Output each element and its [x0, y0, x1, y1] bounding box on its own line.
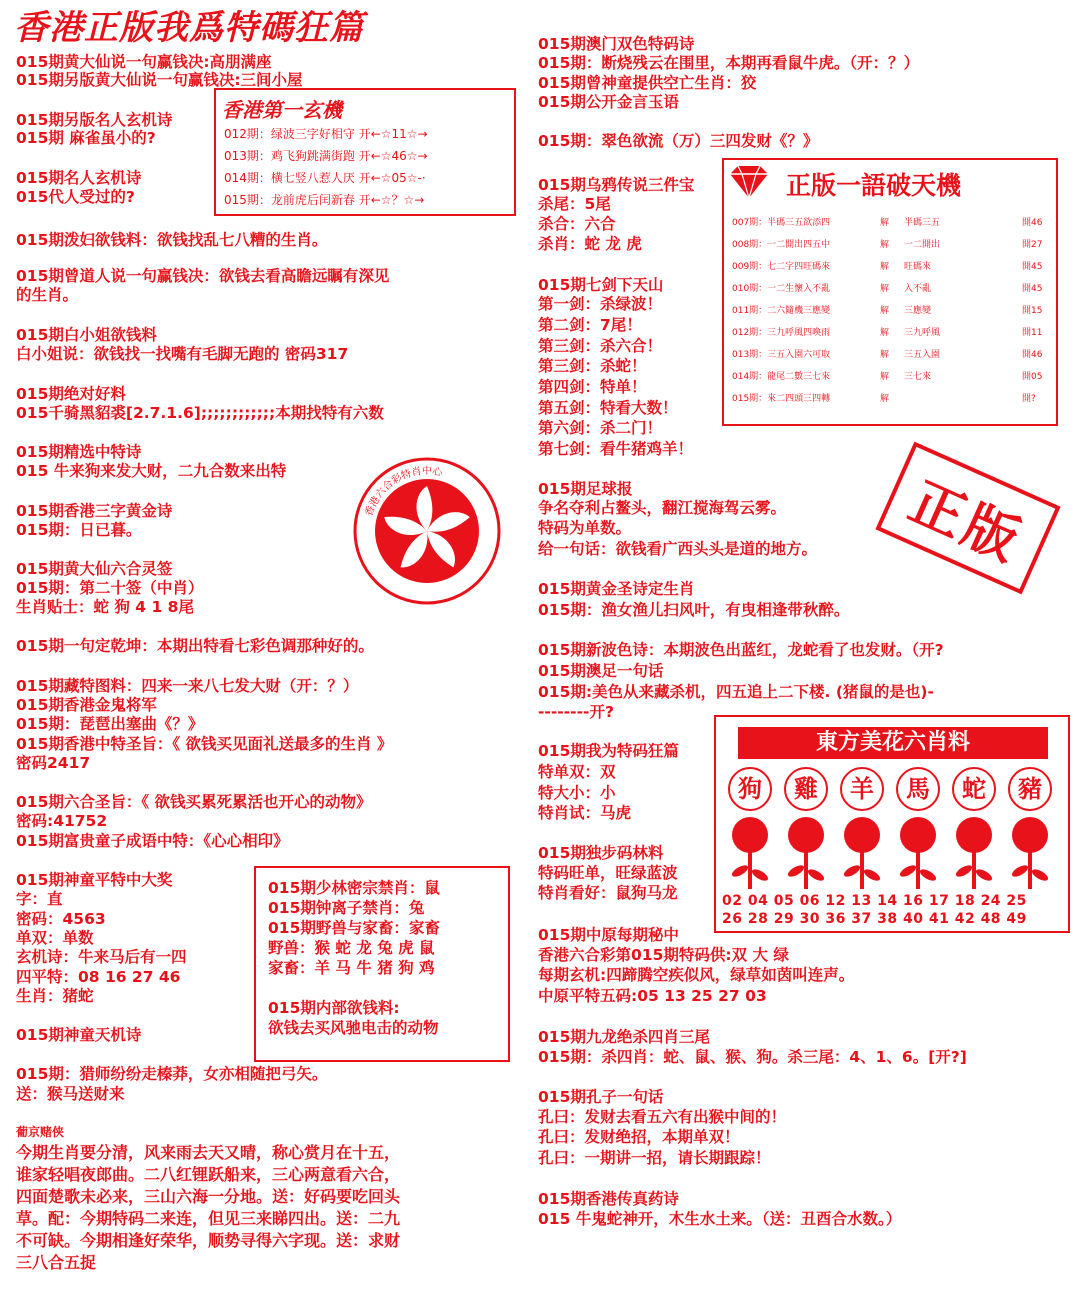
- text-line: 字：直: [16, 890, 63, 908]
- text-line: 特单双：双: [538, 763, 616, 781]
- zhengban-stamp: [875, 442, 1060, 595]
- text-line: 生肖：猪蛇: [16, 987, 94, 1005]
- yiyu-answer: 三九呼風: [904, 328, 941, 338]
- animal-badge: 羊: [840, 767, 884, 811]
- text-line: 今期生肖要分清，风来雨去天又晴，称心赏月在十五，: [16, 1143, 401, 1162]
- flower-box: [714, 715, 1070, 933]
- text-line: 杀尾：5尾: [538, 195, 611, 213]
- yiyu-box: [722, 158, 1058, 426]
- animal-badge: 雞: [784, 767, 828, 811]
- text-line: 015期内部欲钱料:: [268, 999, 400, 1017]
- text-line: 015期公开金言玉语: [538, 93, 679, 111]
- text-line: 015期香港中特圣旨：《 欲钱买见面礼送最多的生肖 》: [16, 735, 393, 753]
- yiyu-jie: 解: [880, 350, 890, 360]
- text-line: 015期香港传真药诗: [538, 1190, 679, 1208]
- yiyu-jie: 解: [880, 284, 890, 294]
- flower-numbers-row2: 26 28 29 30 36 37 38 40 41 42 48 49: [722, 911, 1027, 927]
- yiyu-open: 開?: [1022, 394, 1036, 404]
- text-line: --------开?: [538, 703, 614, 721]
- text-line: 015期:美色从来藏杀机，四五追上二下楼. (猪鼠的是也)-: [538, 683, 934, 701]
- text-line: 015 牛来狗来发大财，二九合数来出特: [16, 462, 287, 480]
- yiyu-row-text: 012期：三九呼風四喚雨: [732, 328, 831, 338]
- yiyu-jie: 解: [880, 240, 890, 250]
- text-line: 第一剑：杀绿波！: [538, 295, 663, 313]
- text-line: 孔曰：发财去看五六有出猴中间的！: [538, 1108, 787, 1126]
- text-line: 野兽：猴 蛇 龙 兔 虎 鼠: [268, 939, 435, 957]
- yiyu-jie: 解: [880, 328, 890, 338]
- text-line: 015期乌鸦传说三件宝: [538, 176, 695, 194]
- text-line: 特码为单数。: [538, 519, 632, 537]
- text-line: 015代人受过的?: [16, 188, 135, 206]
- text-line: 第七剑：看牛猪鸡羊！: [538, 440, 694, 458]
- text-line: 孔曰：发财绝招，本期单双！: [538, 1128, 740, 1146]
- yiyu-open: 開15: [1022, 306, 1043, 316]
- text-line: 015期神童天机诗: [16, 1026, 142, 1044]
- text-line: 015期：翠色欲流（万）三四发财《？》: [538, 132, 819, 150]
- yiyu-answer: 一二開出: [904, 240, 941, 250]
- text-line: 015期曾道人说一句赢钱决：欲钱去看高瞻远瞩有深见: [16, 267, 390, 285]
- text-line: 015期钟离子禁肖：兔: [268, 899, 425, 917]
- text-line: 015期澳足一句话: [538, 662, 664, 680]
- text-line: 015期新波色诗：本期波色出蓝红，龙蛇看了也发财。（开?: [538, 641, 944, 659]
- text-line: 中原平特五码:05 13 25 27 03: [538, 987, 767, 1005]
- yiyu-row-text: 013期：三五入園六可取: [732, 350, 831, 360]
- text-line: 015期一句定乾坤：本期出特看七彩色调那种好的。: [16, 637, 374, 655]
- yiyu-row-text: 011期：二六隨機三應變: [732, 306, 831, 316]
- animal-badge: 蛇: [952, 767, 996, 811]
- yiyu-jie: 解: [880, 372, 890, 382]
- yiyu-jie: 解: [880, 306, 890, 316]
- text-line: 015期另版黄大仙说一句赢钱决:三间小屋: [16, 71, 303, 89]
- text-line: 015期澳门双色特码诗: [538, 35, 695, 53]
- text-line: 杀肖：蛇 龙 虎: [538, 235, 642, 253]
- yiyu-jie: 解: [880, 218, 890, 228]
- text-line: 密码：4563: [16, 910, 106, 928]
- text-line: 密码2417: [16, 754, 91, 772]
- text-line: 第五剑：特看大数！: [538, 399, 678, 417]
- text-line: 015期曾神童提供空亡生肖：狡: [538, 74, 757, 92]
- puijing-title: 葡京赌侠: [16, 1125, 65, 1139]
- yiyu-row-text: 014期：龍尾二數三七來: [732, 372, 831, 382]
- text-line: 015千骑黑貂裘[2.7.1.6];;;;;;;;;;;;本期找特有六数: [16, 404, 384, 422]
- text-line: 草。配：今期特码二来连，但见三来睇四出。送：二九: [16, 1209, 401, 1228]
- xuanji-box: [214, 88, 516, 216]
- text-line: 密码:41752: [16, 812, 108, 830]
- text-line: 015期黄金圣诗定生肖: [538, 580, 695, 598]
- text-line: 015期独步码林料: [538, 844, 664, 862]
- text-line: 015期另版名人玄机诗: [16, 111, 173, 129]
- text-line: 不可缺。今期相逢好荣华，顺势寻得六字现。送：求财: [16, 1231, 401, 1250]
- text-line: 特肖看好：鼠狗马龙: [538, 884, 678, 902]
- text-line: 015期中原每期秘中: [538, 926, 679, 944]
- text-line: 015期：杀四肖：蛇、鼠、猴、狗。杀三尾：4、1、6。[开?]: [538, 1048, 967, 1066]
- text-line: 玄机诗：牛来马后有一四: [16, 948, 187, 966]
- text-line: 谁家轻唱夜郎曲。二八红锂跃船来，三心两意看六合，: [16, 1165, 401, 1184]
- text-line: 争名夺利占鳌头，翻江搅海驾云雾。: [538, 499, 787, 517]
- text-line: 015期绝对好料: [16, 385, 126, 403]
- yiyu-jie: 解: [880, 262, 890, 272]
- text-line: 015期我为特码狂篇: [538, 742, 679, 760]
- text-line: 015期：琵琶出塞曲《？》: [16, 715, 204, 733]
- text-line: 015期足球报: [538, 480, 633, 498]
- text-line: 015期七剑下天山: [538, 276, 664, 294]
- yiyu-row-text: 009期：七二字四旺碼來: [732, 262, 831, 272]
- xuanji-title: 香港第一玄機: [222, 98, 342, 122]
- text-line: 三八合五捉: [16, 1253, 97, 1272]
- text-line: 015期野兽与家畜：家畜: [268, 919, 440, 937]
- yiyu-row-text: 010期：一二生懷入不亂: [732, 284, 831, 294]
- text-line: 四平特：08 16 27 46: [16, 968, 181, 986]
- text-line: 015期藏特图料：四来一来八七发大财（开：？）: [16, 677, 359, 695]
- text-line: 015期富贵童子成语中特：《心心相印》: [16, 832, 289, 850]
- shaolin-box: [254, 866, 510, 1062]
- yiyu-answer: 入不亂: [904, 284, 932, 294]
- yiyu-open: 開11: [1022, 328, 1043, 338]
- flowers-icon: [716, 813, 1068, 891]
- flower-numbers-row1: 02 04 05 06 12 13 14 16 17 18 24 25: [722, 893, 1027, 909]
- text-line: 015期孔子一句话: [538, 1088, 664, 1106]
- text-line: 015期黄大仙说一句赢钱决:高朋满座: [16, 53, 272, 71]
- yiyu-answer: 旺碼來: [904, 262, 932, 272]
- yiyu-answer: 三應變: [904, 306, 932, 316]
- text-line: 单双：单数: [16, 929, 94, 947]
- text-line: 015期黄大仙六合灵签: [16, 560, 173, 578]
- text-line: 015期：第二十签（中肖）: [16, 579, 204, 597]
- text-line: 015期泼妇欲钱料：欲钱找乱七八糟的生肖。: [16, 231, 328, 249]
- yiyu-jie: 解: [880, 394, 890, 404]
- text-line: 015期名人玄机诗: [16, 169, 142, 187]
- yiyu-open: 開27: [1022, 240, 1043, 250]
- text-line: 特肖试：马虎: [538, 804, 632, 822]
- text-line: 欲钱去买风驰电击的动物: [268, 1019, 439, 1037]
- text-line: 015 牛鬼蛇神开，木生水土来。（送：丑酉合水数。）: [538, 1210, 902, 1228]
- text-line: 015期白小姐欲钱料: [16, 326, 157, 344]
- text-line: 特大小：小: [538, 784, 616, 802]
- yiyu-open: 開46: [1022, 350, 1043, 360]
- text-line: 家畜：羊 马 牛 猪 狗 鸡: [268, 959, 435, 977]
- yiyu-answer: 三五入園: [904, 350, 941, 360]
- text-line: 015期：渔女渔儿扫风叶，有曳相逢带秋醉。: [538, 601, 850, 619]
- text-line: 第四剑：特单！: [538, 378, 647, 396]
- text-line: 015期 麻雀虽小的?: [16, 129, 156, 147]
- text-line: 015期香港三字黄金诗: [16, 502, 173, 520]
- text-line: 015期少林密宗禁肖：鼠: [268, 879, 440, 897]
- xuanji-row: 014期：横七竖八惹人厌 开←☆05☆-·: [224, 171, 426, 185]
- text-line: 015期神童平特中大奖: [16, 871, 173, 889]
- text-line: 特码旺单，旺绿蓝波: [538, 864, 678, 882]
- animal-badge: 狗: [728, 767, 772, 811]
- yiyu-row-text: 007期：半碼三五欲添四: [732, 218, 831, 228]
- emblem-text: 香港六合彩特肖中心: [364, 465, 444, 518]
- text-line: 第二剑：7尾！: [538, 316, 642, 334]
- yiyu-answer: 半碼三五: [904, 218, 941, 228]
- yiyu-row-text: 008期：一二開出四五中: [732, 240, 831, 250]
- xuanji-row: 015期：龙前虎后闰新春 开←☆？☆→: [224, 193, 425, 207]
- text-line: 015期九龙绝杀四肖三尾: [538, 1028, 710, 1046]
- text-line: 第六剑：杀二门！: [538, 419, 663, 437]
- text-line: 孔曰：一期讲一招，请长期跟踪！: [538, 1149, 771, 1167]
- text-line: 香港六合彩第015期特码供:双 大 绿: [538, 946, 789, 964]
- text-line: 015期：断烧残云在围里，本期再看鼠牛虎。（开：？）: [538, 54, 920, 72]
- text-line: 015期精选中特诗: [16, 443, 142, 461]
- text-line: 015期香港金鬼将军: [16, 696, 157, 714]
- text-line: 每期玄机:四蹄腾空疾似风，绿草如茵叫连声。: [538, 966, 855, 984]
- xuanji-row: 013期：鸡飞狗跳满街跑 开←☆46☆→: [224, 149, 428, 163]
- diamond-icon: [726, 164, 772, 200]
- text-line: 的生肖。: [16, 286, 79, 304]
- yiyu-title: 正版一語破天機: [786, 171, 962, 200]
- text-line: 015期六合圣旨：《 欲钱买累死累活也开心的动物》: [16, 793, 372, 811]
- text-line: 生肖贴士：蛇 狗 4 1 8尾: [16, 598, 194, 616]
- text-line: 015期：日已暮。: [16, 521, 142, 539]
- page-title: 香港正版我爲特碼狂篇: [14, 8, 364, 48]
- text-line: 给一句话：欲钱看广西头头是道的地方。: [538, 540, 818, 558]
- yiyu-open: 開45: [1022, 284, 1043, 294]
- text-line: 第三剑：杀六合！: [538, 337, 663, 355]
- text-line: 白小姐说：欲钱找一找嘴有毛脚无跑的 密码317: [16, 345, 349, 363]
- hk-emblem-icon: [352, 456, 502, 606]
- yiyu-open: 開45: [1022, 262, 1043, 272]
- animal-badge: 豬: [1008, 767, 1052, 811]
- yiyu-answer: 三七來: [904, 372, 932, 382]
- text-line: 四面楚歌未必来，三山六海一分地。送：好码要吃回头: [16, 1187, 401, 1206]
- text-line: 送：猴马送财来: [16, 1085, 125, 1103]
- yiyu-open: 開05: [1022, 372, 1043, 382]
- text-line: 015期：猎师纷纷走榛莽，女亦相随把弓矢。: [16, 1065, 328, 1083]
- flower-title: 東方美花六肖料: [738, 727, 1048, 759]
- yiyu-row-text: 015期：來二四頭三四轉: [732, 394, 831, 404]
- yiyu-open: 開46: [1022, 218, 1043, 228]
- stamp-text: 正版: [900, 468, 1033, 575]
- animal-badge: 馬: [896, 767, 940, 811]
- text-line: 杀合：六合: [538, 215, 616, 233]
- xuanji-row: 012期：绿波三字好相守 开←☆11☆→: [224, 127, 428, 141]
- text-line: 第三剑：杀蛇！: [538, 357, 647, 375]
